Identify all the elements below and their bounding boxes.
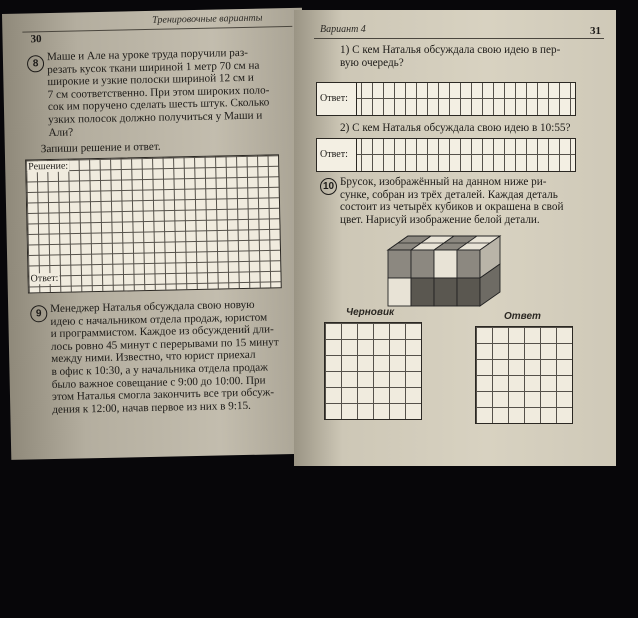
question2-answer-field[interactable]	[316, 138, 576, 172]
task9-line: лось ровно 45 минут с перерывами по 15 минут	[50, 336, 279, 353]
task9-line: между ними. Известно, что юрист приехал	[51, 349, 256, 366]
task10-line: Брусок, изображённый на данном ниже ри-	[340, 176, 547, 188]
solution-label: Решение:	[28, 160, 69, 173]
dark-background	[0, 470, 638, 618]
running-header: Вариант 4	[320, 24, 366, 35]
solution-grid[interactable]	[25, 154, 282, 293]
row-divider	[357, 98, 575, 99]
draft-label: Черновик	[346, 307, 395, 318]
answer-label: Ответ:	[317, 83, 357, 115]
task10-line: состоит из четырёх кубиков и окрашена в свой	[340, 201, 564, 214]
task8-instruction: Запиши решение и ответ.	[40, 140, 161, 156]
question1-line: 1) С кем Наталья обсуждала свою идею в пер-	[340, 44, 561, 56]
task-number-badge: 10	[320, 178, 337, 195]
task9-line: дения к 12:00, начав первое из них в 9:15.	[52, 399, 252, 416]
task8-line: резать кусок ткани шириной 1 метр 70 см на	[47, 59, 260, 76]
answer-grid-label: Ответ	[504, 311, 541, 322]
header-rule	[314, 38, 604, 39]
task8-text	[47, 46, 271, 139]
task8-line: сок им поручено сделать шесть штук. Сколько	[47, 96, 270, 114]
cube-bar-figure	[382, 232, 506, 312]
page-number: 31	[590, 25, 601, 37]
task10-line: цвет. Нарисуй изображение белой детали.	[340, 213, 540, 226]
task9-line: этом Наталья смогла закончить все три обсуж-	[51, 386, 275, 404]
task8-line: узких полосок должно получиться у Маши и	[48, 109, 263, 127]
answer-grid[interactable]	[475, 326, 573, 424]
draft-grid[interactable]	[324, 322, 422, 420]
answer-label: Ответ:	[30, 272, 59, 285]
task10-text	[340, 176, 563, 226]
task8-line: Маше и Але на уроке труда поручили раз-	[46, 46, 249, 64]
task10-line: сунке, собран из трёх деталей. Каждая деталь	[340, 188, 558, 201]
row-divider	[357, 154, 575, 155]
task9-line: Менеджер Наталья обсуждала свою новую	[50, 298, 255, 316]
task-number-badge: 8	[27, 55, 44, 72]
answer-label: Ответ:	[317, 139, 357, 171]
task9-line: идею с начальником отдела продаж, юристом	[50, 311, 268, 328]
task9-text	[50, 298, 280, 416]
task-number-badge: 9	[30, 305, 47, 322]
task8-line: широкие и узкие полоски шириной 12 см и	[47, 71, 254, 89]
task9-line: и программистом. Каждое из обсуждений дли-	[50, 323, 274, 341]
task9-line: в офис к 10:30, а у начальника отдела продаж	[51, 361, 269, 379]
question1-text	[340, 44, 560, 69]
task9-line: было важное совещание с 9:00 до 10:00. При	[51, 374, 266, 391]
question1-line: вую очередь?	[340, 56, 404, 69]
running-header: Тренировочные варианты	[152, 12, 263, 26]
task8-line: 7 см соответственно. При этом широких поло-	[47, 84, 270, 101]
question1-answer-field[interactable]	[316, 82, 576, 116]
question2-text: 2) С кем Наталья обсуждала свою идею в 10:55?	[340, 122, 571, 134]
right-page	[294, 10, 616, 466]
page-number: 30	[30, 33, 42, 46]
task8-line: Али?	[48, 126, 74, 139]
left-page	[2, 8, 311, 460]
header-rule	[22, 26, 292, 33]
